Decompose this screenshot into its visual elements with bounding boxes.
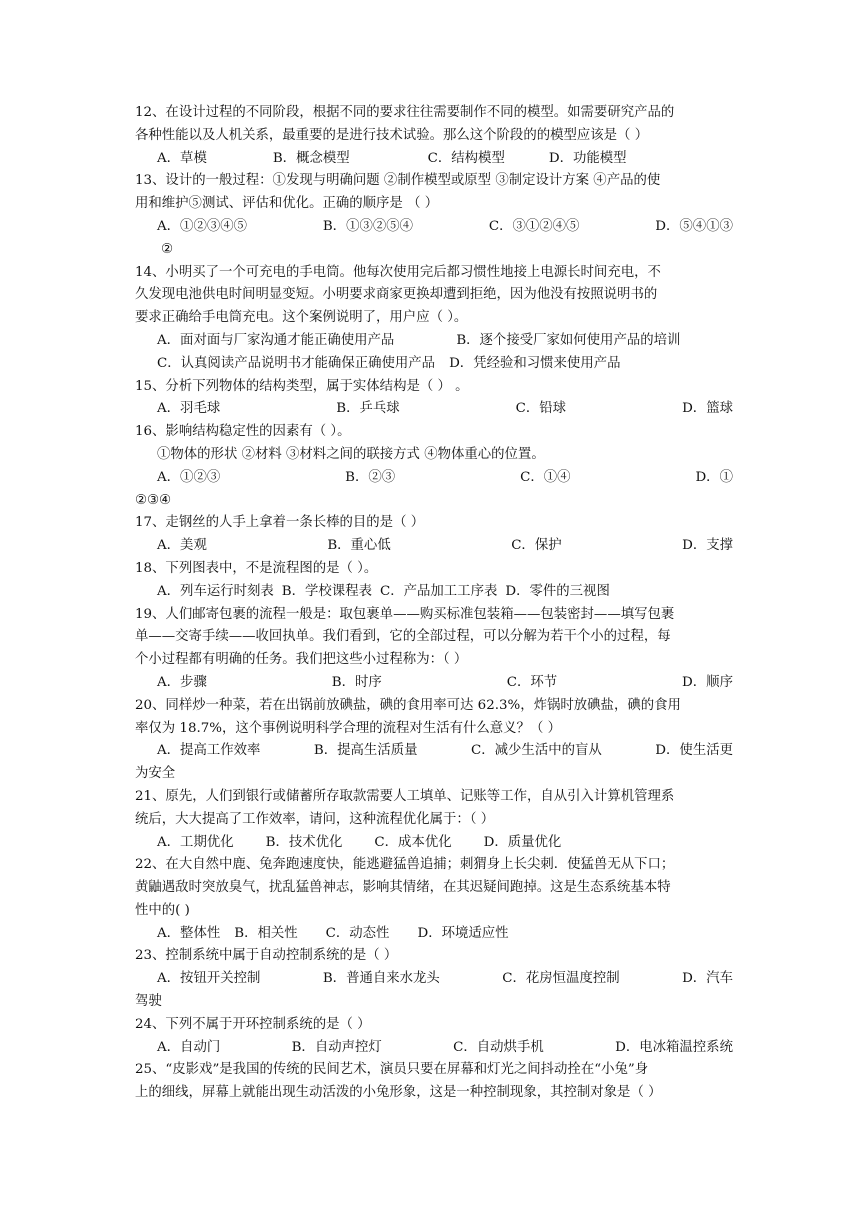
option-c[interactable]: C．认真阅读产品说明书才能确保正确使用产品 — [157, 355, 436, 371]
question-stem-line: 性中的( ) — [135, 902, 190, 918]
option-d[interactable]: D．质量优化 — [483, 834, 562, 850]
option-b[interactable]: B．相关性 — [234, 925, 298, 941]
option-row — [135, 832, 733, 855]
option-row — [135, 467, 733, 490]
option-row — [135, 672, 733, 695]
option-d[interactable]: D．凭经验和习惯来使用产品 — [449, 355, 621, 371]
option-d[interactable]: D．使生活更 — [655, 743, 733, 759]
question-stem-line: 各种性能以及人机关系，最重要的是进行技术试验。那么这个阶段的的模型应该是（ ） — [135, 127, 649, 143]
option-d[interactable]: D．① — [695, 469, 733, 485]
question-stem-line: 统后，大大提高了工作效率，请问，这种流程优化属于：（ ） — [135, 811, 495, 827]
question-stem-line: 率仅为 18.7%，这个事例说明科学合理的流程对生活有什么意义？（ ） — [135, 720, 561, 736]
question-stem-line: 18、下列图表中，不是流程图的是（ ）。 — [135, 560, 378, 576]
question-24 — [135, 1014, 733, 1060]
question-25 — [135, 1059, 733, 1105]
option-d[interactable]: D．电冰箱温控系统 — [615, 1039, 733, 1055]
question-factors: ①物体的形状 ②材料 ③材料之间的联接方式 ④物体重心的位置。 — [157, 446, 545, 462]
option-b[interactable]: B．技术优化 — [265, 834, 343, 850]
option-d[interactable]: D．环境适应性 — [417, 925, 509, 941]
question-stem-line: 久发现电池供电时间明显变短。小明要求商家更换却遭到拒绝，因为他没有按照说明书的 — [135, 287, 658, 303]
question-stem-line: 25、“皮影戏”是我国的传统的民间艺术，演员只要在屏幕和灯光之间抖动拴在“小兔”身 — [135, 1062, 649, 1078]
option-d[interactable]: D．零件的三视图 — [505, 583, 610, 599]
question-15 — [135, 376, 733, 422]
option-row — [135, 968, 733, 991]
option-a[interactable]: A．整体性 — [157, 925, 221, 941]
option-b[interactable]: B．普通自来水龙头 — [322, 971, 440, 987]
question-stem-line: 19、人们邮寄包裹的流程一般是：取包裹单——购买标准包装箱——包装密封——填写包裹 — [135, 606, 675, 622]
question-20 — [135, 695, 733, 786]
option-continuation: 驾驶 — [135, 994, 162, 1010]
question-stem-line: 要求正确给手电筒充电。这个案例说明了，用户应（ ）。 — [135, 310, 468, 326]
option-row — [135, 1037, 733, 1060]
option-a[interactable]: A．①②③ — [157, 469, 221, 485]
question-22 — [135, 854, 733, 945]
question-stem-line: 黄鼬遇敌时突放臭气，扰乱猛兽神志，影响其情绪，在其迟疑间跑掉。这是生态系统基本特 — [135, 880, 671, 896]
question-17 — [135, 512, 733, 558]
question-stem-line: 上的细线，屏幕上就能出现生动活泼的小兔形象，这是一种控制现象，其控制对象是（ ） — [135, 1085, 662, 1101]
option-d[interactable]: D．汽车 — [682, 971, 733, 987]
question-16 — [135, 421, 733, 512]
option-d[interactable]: D．篮球 — [682, 401, 733, 417]
question-23 — [135, 945, 733, 1013]
question-18 — [135, 558, 733, 604]
option-continuation: 为安全 — [135, 766, 176, 782]
option-b[interactable]: B．时序 — [331, 674, 382, 690]
option-b[interactable]: B．乒乓球 — [336, 401, 400, 417]
option-c[interactable]: C．动态性 — [325, 925, 390, 941]
question-stem-line: 13、设计的一般过程：①发现与明确问题 ②制作模型或原型 ③制定设计方案 ④产品的使 — [135, 173, 661, 189]
option-c[interactable]: C．自动烘手机 — [453, 1039, 544, 1055]
option-c[interactable]: C．花房恒温度控制 — [502, 971, 620, 987]
question-12 — [135, 102, 733, 170]
option-d[interactable]: D．顺序 — [682, 674, 733, 690]
option-b[interactable]: B．学校课程表 — [281, 583, 372, 599]
question-stem-line: 个小过程都有明确的任务。我们把这些小过程称为：（ ） — [135, 652, 468, 668]
option-a[interactable]: A．步骤 — [157, 674, 207, 690]
option-row — [135, 398, 733, 421]
question-stem-line: 23、控制系统中属于自动控制系统的是（ ） — [135, 948, 398, 964]
question-21 — [135, 786, 733, 854]
option-continuation: ②③④ — [135, 492, 172, 508]
option-a[interactable]: A．提高工作效率 — [157, 743, 261, 759]
option-a[interactable]: A．美观 — [157, 538, 207, 554]
question-13 — [135, 170, 733, 261]
question-stem-line: 22、在大自然中鹿、兔奔跑速度快，能逃避猛兽追捕；刺猬身上长尖刺．使猛兽无从下口； — [135, 857, 675, 873]
option-c[interactable]: C．保护 — [511, 538, 562, 554]
document-page — [135, 102, 733, 1105]
option-row — [135, 581, 733, 604]
option-d[interactable]: D．功能模型 — [548, 150, 627, 166]
option-b[interactable]: B．①③②⑤④ — [322, 218, 414, 234]
option-row — [135, 740, 733, 763]
option-c[interactable]: C．①④ — [520, 469, 571, 485]
question-19 — [135, 604, 733, 695]
option-a[interactable]: A．工期优化 — [157, 834, 234, 850]
option-b[interactable]: B．逐个接受厂家如何使用产品的培训 — [456, 332, 681, 348]
option-continuation: ② — [161, 241, 174, 257]
question-stem-line: 12、在设计过程的不同阶段，根据不同的要求往往需要制作不同的模型。如需要研究产品的 — [135, 105, 675, 120]
option-row — [135, 353, 733, 376]
option-a[interactable]: A．按钮开关控制 — [157, 971, 261, 987]
option-b[interactable]: B．重心低 — [327, 538, 391, 554]
question-stem-line: 15、分析下列物体的结构类型，属于实体结构是（ ） 。 — [135, 378, 469, 394]
option-c[interactable]: C．铅球 — [515, 401, 567, 417]
question-14 — [135, 262, 733, 376]
option-a[interactable]: A．草模 — [157, 150, 207, 166]
option-a[interactable]: A．①②③④⑤ — [157, 218, 248, 234]
option-a[interactable]: A．羽毛球 — [157, 401, 221, 417]
question-stem-line: 用和维护⑤测试、评估和优化。正确的顺序是 （ ） — [135, 196, 439, 212]
question-stem-line: 21、原先，人们到银行或储蓄所存取款需要人工填单、记账等工作，自从引入计算机管理系 — [135, 788, 675, 804]
question-stem-line: 14、小明买了一个可充电的手电筒。他每次使用完后都习惯性地接上电源长时间充电，不 — [135, 264, 661, 280]
question-stem-line: 16、影响结构稳定性的因素有（ ）。 — [135, 424, 351, 440]
option-row — [135, 216, 733, 239]
option-a[interactable]: A．自动门 — [157, 1039, 221, 1055]
option-b[interactable]: B．提高生活质量 — [313, 743, 418, 759]
question-stem-line: 20、同样炒一种菜，若在出锅前放碘盐，碘的食用率可达 62.3%，炸锅时放碘盐，碘的食用 — [135, 697, 681, 713]
option-b[interactable]: B．②③ — [345, 469, 396, 485]
option-row — [135, 148, 733, 171]
option-c[interactable]: C．结构模型 — [427, 150, 505, 166]
option-a[interactable]: A．列车运行时刻表 — [157, 583, 274, 599]
option-c[interactable]: C．减少生活中的盲从 — [471, 743, 602, 759]
question-stem-line: 24、下列不属于开环控制系统的是（ ） — [135, 1016, 371, 1032]
question-stem-line: 17、走钢丝的人手上拿着一条长棒的目的是（ ） — [135, 515, 425, 531]
option-b[interactable]: B．概念模型 — [272, 150, 350, 166]
option-c[interactable]: C．环节 — [506, 674, 558, 690]
option-a[interactable]: A．面对面与厂家沟通才能正确使用产品 — [157, 332, 395, 348]
option-c[interactable]: C．③①②④⑤ — [488, 218, 580, 234]
option-row — [135, 330, 733, 353]
option-c[interactable]: C．成本优化 — [374, 834, 452, 850]
option-c[interactable]: C．产品加工工序表 — [379, 583, 498, 599]
question-stem-line: 单——交寄手续——收回执单。我们看到，它的全部过程，可以分解为若干个小的过程，每 — [135, 629, 671, 645]
option-d[interactable]: D．⑤④①③ — [655, 218, 733, 234]
option-b[interactable]: B．自动声控灯 — [291, 1039, 382, 1055]
option-d[interactable]: D．支撑 — [682, 538, 733, 554]
option-row — [135, 923, 733, 946]
option-row — [135, 535, 733, 558]
